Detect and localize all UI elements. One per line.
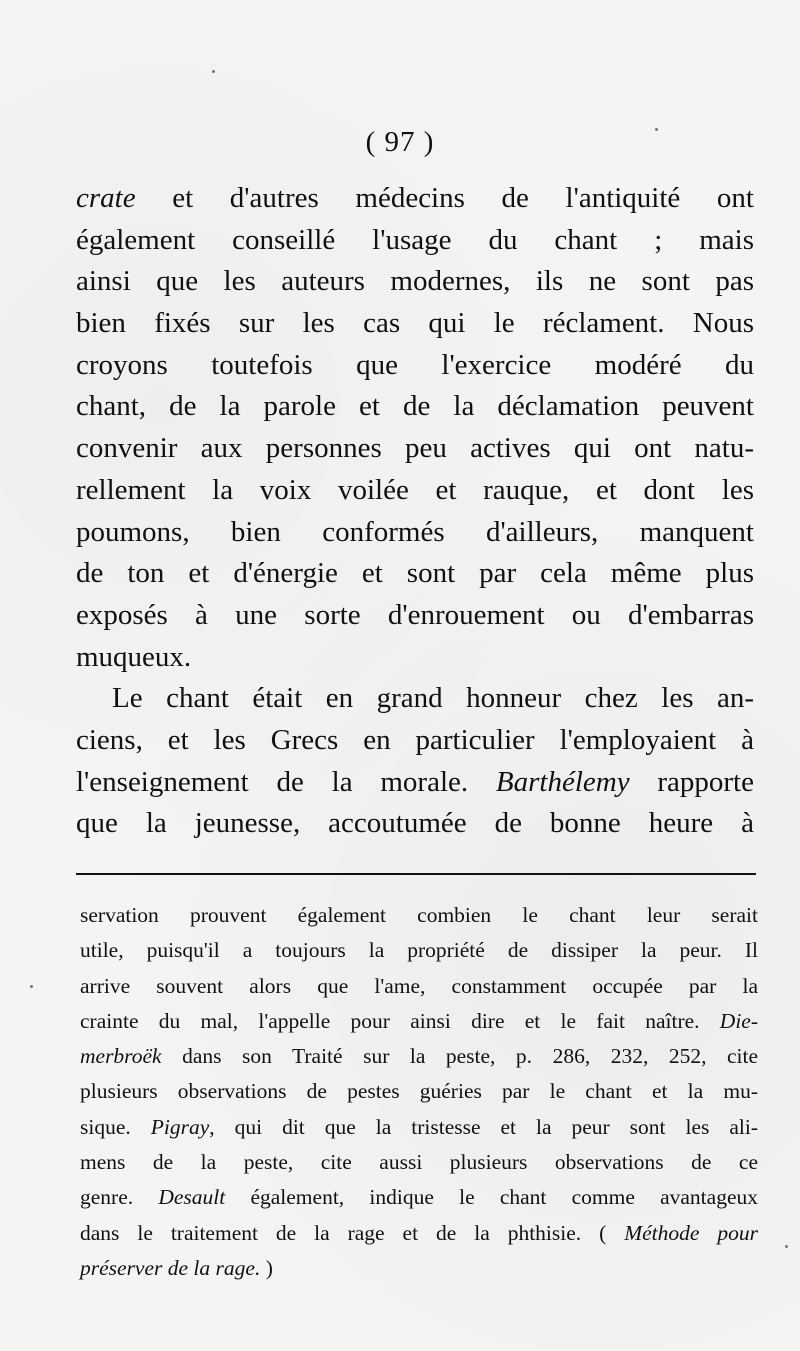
text-line [76,220,754,262]
text-run: rellement la voix voilée et rauque, et dont les [76,473,754,506]
text-run: ) [260,1255,273,1280]
footnote-block [80,898,758,1286]
text-run: genre. [80,1185,159,1210]
text-run: ciens, et les Grecs en particulier l'employaient à [76,723,754,756]
text-run: sique. [80,1114,151,1139]
footnote-line [80,1251,758,1286]
text-line [76,386,754,428]
text-run: poumons, bien conformés d'ailleurs, manquent [76,515,754,548]
footnote-line [80,1145,758,1180]
paper-speck [30,985,33,988]
text-run: que la jeunesse, accoutumée de bonne heure à [76,807,754,840]
text-run: de ton et d'énergie et sont par cela même plus [76,557,754,590]
text-run: bien fixés sur les cas qui le réclament. Nous [76,307,754,340]
footnote-line [80,1039,758,1074]
text-run: ainsi que les auteurs modernes, ils ne sont pas [76,265,754,298]
text-run: arrive souvent alors que l'ame, constamment occupée par la [80,973,758,998]
footnote-line [80,898,758,933]
text-line [76,720,754,762]
footnote-divider [76,873,756,875]
text-line [76,345,754,387]
paper-speck [655,128,658,131]
footnote-line [80,1216,758,1251]
text-line [76,303,754,345]
text-line [76,261,754,303]
page-number: ( 97 ) [365,126,435,158]
text-run: crainte du mal, l'appelle pour ainsi dire et le fait naître. [80,1008,720,1033]
text-line [76,595,754,637]
text-run: muqueux. [76,640,192,673]
footnote-line [80,933,758,968]
text-line [76,428,754,470]
footnote-line [80,1074,758,1109]
text-run: également, indique le chant comme avantageux [225,1185,758,1210]
text-run: rapporte [629,765,754,798]
text-run: utile, puisqu'il a toujours la propriété de dissiper la peur. Il [80,938,758,963]
text-run: exposés à une sorte d'enrouement ou d'embarras [76,598,754,631]
footnote-line [80,969,758,1004]
footnote-line [80,1110,758,1145]
italic-text: Desault [158,1185,226,1210]
italic-text: crate [76,182,136,214]
footnote-line [80,1004,758,1039]
text-run: également conseillé l'usage du chant ; mais [76,223,754,256]
text-run: mens de la peste, cite aussi plusieurs observations de ce [80,1150,758,1175]
italic-text: Méthode pour [624,1220,758,1245]
main-text-block [76,178,754,845]
paper-speck [212,70,215,73]
italic-text: Barthélemy [495,765,630,798]
paper-speck [785,1245,788,1248]
italic-text: merbroëk [80,1044,162,1069]
text-run: plusieurs observations de pestes guéries par le chant et la mu- [80,1079,758,1104]
footnote-line [80,1180,758,1215]
italic-text: préserver de la rage. [80,1255,261,1280]
text-run: convenir aux personnes peu actives qui ont natu- [76,432,754,465]
italic-text: Pigray [150,1114,210,1139]
text-run: croyons toutefois que l'exercice modéré du [76,348,754,381]
text-run: l'enseignement de la morale. [76,765,496,798]
text-line [76,470,754,512]
text-line [76,678,754,720]
text-line [76,553,754,595]
text-run: dans son Traité sur la peste, p. 286, 232, 252, cite [161,1044,758,1069]
text-run: Le chant était en grand honneur chez les an- [112,682,754,715]
text-run: servation prouvent également combien le chant leur serait [80,903,758,927]
text-run: dans le traitement de la rage et de la phthisie. ( [80,1220,625,1245]
text-line [76,762,754,804]
text-line [76,637,754,679]
text-run: chant, de la parole et de la déclamation peuvent [76,390,754,423]
italic-text: Die- [719,1008,758,1033]
text-line [76,178,754,220]
text-run: , qui dit que la tristesse et la peur sont les ali- [209,1114,759,1139]
text-line [76,803,754,845]
text-run: et d'autres médecins de l'antiquité ont [135,182,754,214]
text-line [76,512,754,554]
